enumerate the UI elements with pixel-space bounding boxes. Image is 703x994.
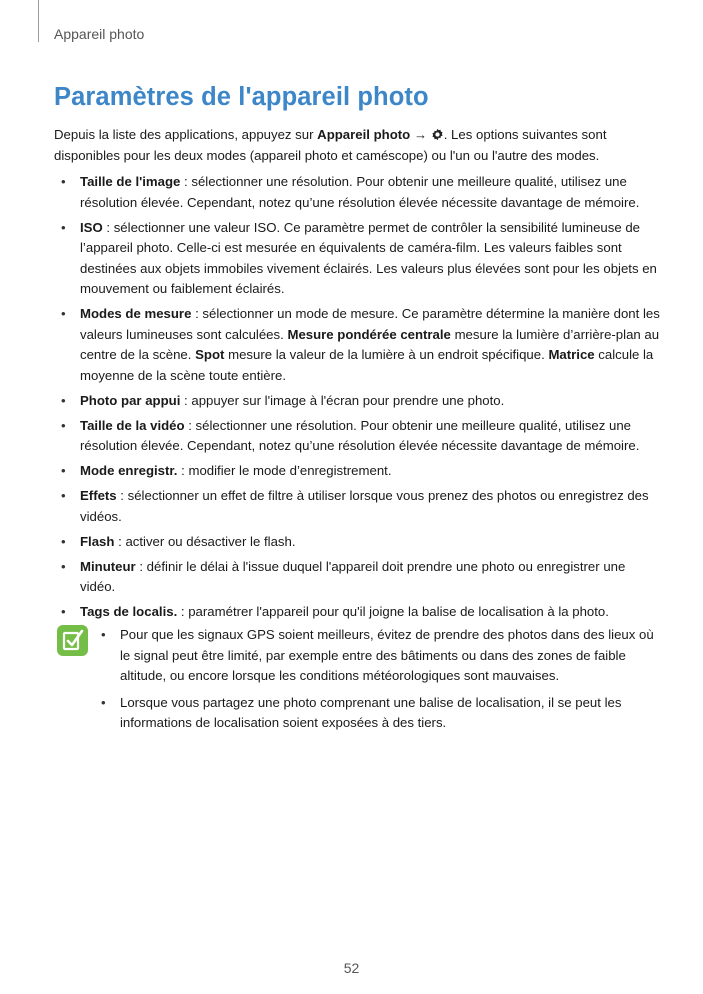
note-check-icon [57, 625, 88, 656]
option-term: Effets [80, 488, 117, 503]
list-item [61, 602, 660, 623]
bullet: • [61, 392, 66, 408]
option-text: : définir le délai à l'issue duquel l'appareil doit prendre une photo ou enregistrer une vidéo. [80, 558, 626, 594]
option-term: Photo par appui [80, 392, 181, 408]
option-term-inline: Matrice [548, 347, 595, 362]
option-term: Mode enregistr. [80, 463, 178, 478]
list-item [61, 532, 660, 553]
bullet: • [61, 174, 66, 189]
list-item [61, 172, 660, 213]
options-list [61, 172, 660, 627]
list-item [61, 416, 660, 457]
option-text: : paramétrer l'appareil pour qu'il joigne la balise de localisation à la photo. [177, 604, 609, 619]
bullet: • [61, 219, 66, 235]
option-text: mesure la valeur de la lumière à un endroit spécifique. [224, 347, 549, 362]
bullet: • [61, 558, 66, 574]
header-rule [38, 0, 39, 42]
option-term: Taille de la vidéo [80, 417, 185, 433]
intro-arrow: → [410, 127, 431, 142]
intro-text-2: . Les options suivantes sont disponibles pour les deux modes (appareil photo et caméscope) ou l'un ou l'autre des modes. [54, 127, 607, 163]
option-term-inline: Spot [195, 347, 225, 362]
bullet: • [61, 533, 66, 549]
note-text: Pour que les signaux GPS soient meilleurs, évitez de prendre des photos dans des lieux où le signal peut être limité, par exemple entre des bâtiments ou dans des zones de faible altitude, ou encore lorsque les conditions météorologiques sont mauvaises. [120, 627, 654, 683]
option-text: : activer ou désactiver le flash. [114, 533, 296, 549]
bullet: • [61, 306, 66, 321]
option-text: : sélectionner un mode de mesure. Ce paramètre détermine la manière dont les valeurs lumineuses sont calculées. [80, 306, 660, 342]
bullet: • [61, 463, 66, 478]
bullet: • [101, 627, 106, 642]
note-item [101, 693, 660, 734]
bullet: • [61, 604, 66, 619]
gear-icon [431, 128, 444, 141]
option-text: : sélectionner une valeur ISO. Ce paramètre permet de contrôler la sensibilité lumineuse de l’appareil photo. Celle-ci est mesurée en équivalents de caméra-film. Les valeurs faibles sont destinées aux objets immobiles vivement éclairés. Les valeurs plus élevées sont pour les objets en mouvement ou faiblement éclairés. [80, 219, 657, 296]
list-item [61, 557, 660, 598]
running-header: Appareil photo [54, 26, 145, 42]
note-list [101, 625, 660, 740]
option-text: mesure la lumière d’arrière-plan au centre de la scène. [80, 326, 660, 362]
page-number: 52 [343, 960, 360, 976]
list-item [61, 304, 660, 386]
bullet: • [61, 488, 66, 503]
option-term: Minuteur [80, 558, 136, 574]
option-text: : appuyer sur l'image à l'écran pour prendre une photo. [180, 392, 505, 408]
list-item [61, 391, 660, 412]
note-text: Lorsque vous partagez une photo comprenant une balise de localisation, il se peut les informations de localisation soient exposées à des tiers. [120, 694, 622, 730]
option-text: calcule la moyenne de la scène toute entière. [80, 347, 654, 383]
list-item [61, 461, 660, 482]
option-text: : sélectionner une résolution. Pour obtenir une meilleure qualité, utilisez une résolution élevée. Cependant, notez qu’une résolution élevée nécessite davantage de mémoire. [80, 174, 640, 210]
intro-text-1: Depuis la liste des applications, appuyez sur [54, 127, 318, 142]
option-term: Flash [80, 533, 115, 549]
bullet: • [61, 417, 66, 433]
option-term: Modes de mesure [80, 306, 192, 321]
option-term: Taille de l'image [80, 174, 181, 189]
option-text: : modifier le mode d’enregistrement. [177, 463, 392, 478]
intro-paragraph [54, 125, 654, 166]
note-item [101, 625, 660, 687]
list-item [61, 218, 660, 300]
option-term: Tags de localis. [80, 604, 178, 619]
intro-app-name: Appareil photo [317, 127, 411, 142]
option-term-inline: Mesure pondérée centrale [287, 326, 451, 342]
option-text: : sélectionner un effet de filtre à utiliser lorsque vous prenez des photos ou enregistrez des vidéos. [80, 488, 649, 524]
page-title: Paramètres de l'appareil photo [54, 83, 429, 111]
bullet: • [101, 694, 106, 710]
list-item [61, 486, 660, 527]
option-term: ISO [80, 219, 103, 235]
option-text: : sélectionner une résolution. Pour obtenir une meilleure qualité, utilisez une résolution élevée. Cependant, notez qu’une résolution élevée nécessite davantage de mémoire. [80, 417, 640, 453]
